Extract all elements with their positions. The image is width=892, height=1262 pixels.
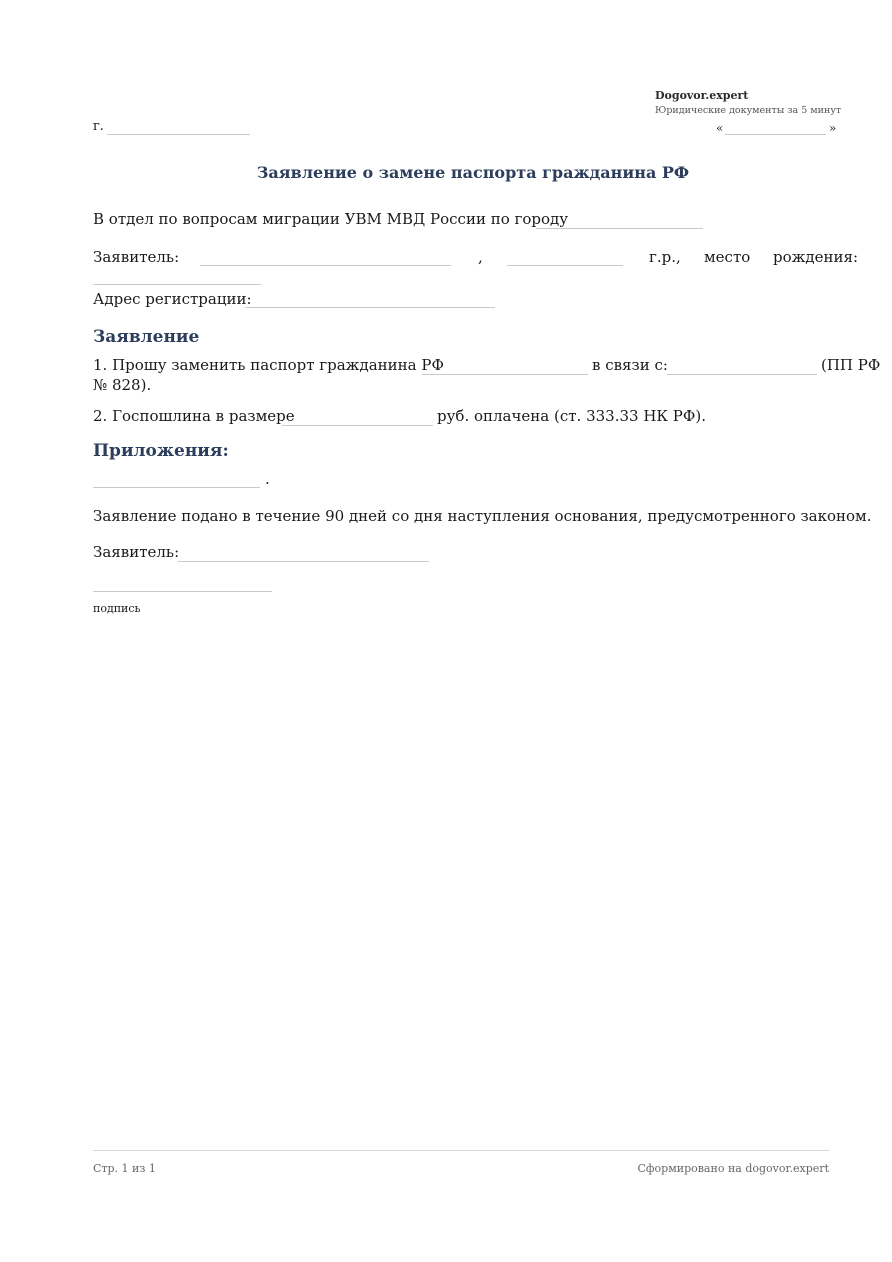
generated-note: Сформировано на dogovor.expert — [637, 1162, 829, 1175]
section-attachments-heading: Приложения: — [93, 441, 229, 461]
passport-number-field — [422, 374, 588, 375]
city-field — [107, 134, 250, 135]
footer-divider — [93, 1150, 829, 1151]
city-department-field — [536, 228, 703, 229]
item2-tail: руб. оплачена (ст. 333.33 НК РФ). — [437, 407, 706, 425]
date-close-quote: » — [829, 121, 837, 135]
date-open-quote: « — [716, 121, 724, 135]
applicant-name-field — [200, 265, 451, 266]
applicant-label: Заявитель: — [93, 248, 180, 266]
brand-name: Dogovor.expert — [655, 89, 749, 102]
page-counter: Стр. 1 из 1 — [93, 1162, 156, 1175]
item1-reason: в связи с: — [592, 356, 668, 374]
date-field — [725, 134, 826, 135]
brand-tagline: Юридические документы за 5 минут — [655, 105, 842, 116]
replacement-reason-field — [667, 374, 817, 375]
section-statement-heading: Заявление — [93, 327, 200, 347]
item1-ref-a: (ПП РФ — [821, 356, 881, 374]
addressee-text: В отдел по вопросам миграции УВМ МВД России по городу — [93, 210, 569, 228]
city-label: г. — [93, 119, 104, 134]
fee-amount-field — [282, 425, 433, 426]
item1-ref-b: № 828). — [93, 376, 152, 394]
document-title: Заявление о замене паспорта гражданина РФ — [256, 163, 690, 182]
item1-text: 1. Прошу заменить паспорт гражданина РФ — [93, 356, 444, 374]
signature-caption: подпись — [93, 602, 141, 615]
birth-place-word2: рождения: — [773, 248, 859, 266]
birth-abbrev: г.р., — [649, 248, 681, 266]
attachment-dot: . — [265, 470, 270, 488]
signer-label: Заявитель: — [93, 543, 180, 561]
birth-year-field — [507, 265, 623, 266]
attachments-field — [93, 487, 260, 488]
deadline-note: Заявление подано в течение 90 дней со дня наступления основания, предусмотренного законом. — [93, 507, 872, 525]
applicant-comma: , — [478, 248, 483, 266]
signature-field — [93, 591, 272, 592]
item2-text: 2. Госпошлина в размере — [93, 407, 295, 425]
signer-name-field — [178, 561, 429, 562]
address-field — [245, 307, 495, 308]
birth-place-field — [93, 284, 261, 285]
address-label: Адрес регистрации: — [93, 290, 252, 308]
birth-place-word1: место — [704, 248, 751, 266]
